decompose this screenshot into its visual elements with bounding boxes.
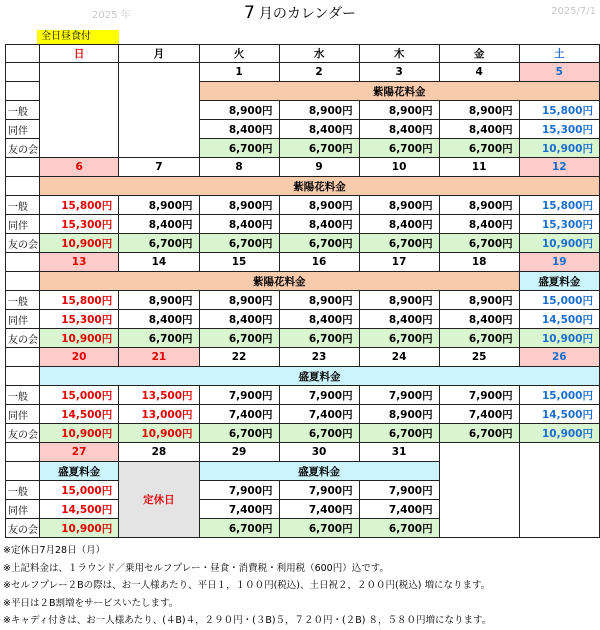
price-cell: 6,700円 [439,424,519,443]
day-number: 11 [439,158,519,177]
week-4-general-row [6,386,600,405]
empty-cell [519,443,599,538]
week-3-day-row [6,253,600,272]
price-cell: 7,900円 [359,481,439,500]
label-spacer [6,367,40,386]
day-number: 29 [199,443,279,462]
label-spacer [6,253,40,272]
weekday-header-row [6,45,600,63]
price-cell: 8,400円 [359,215,439,234]
day-number: 23 [279,348,359,367]
price-cell: 15,300円 [39,310,118,329]
day-number: 7 [119,158,199,177]
label-spacer [6,462,40,481]
week-2-day-row [6,158,600,177]
price-cell: 8,900円 [279,196,359,215]
price-cell: 15,800円 [39,291,118,310]
calendar-table [5,44,600,538]
price-cell: 7,900円 [279,481,359,500]
day-number: 18 [439,253,519,272]
price-cell: 14,500円 [39,405,118,424]
price-cell: 8,400円 [199,310,279,329]
price-cell: 8,400円 [199,120,279,139]
day-number: 28 [119,443,199,462]
week-4-plan-row [6,367,600,386]
day-cell [39,63,118,158]
week-1-day-row [6,63,600,82]
price-cell: 6,700円 [279,519,359,538]
price-cell: 15,800円 [39,196,118,215]
row-label-general: 一般 [6,481,40,500]
row-label-companion: 同伴 [6,310,40,329]
price-cell: 10,900円 [119,424,199,443]
price-cell: 6,700円 [199,234,279,253]
week-2-companion-row [6,215,600,234]
day-number: 12 [519,158,599,177]
plan-band-seika: 盛夏料金 [519,272,599,291]
week-4-companion-row [6,405,600,424]
price-cell: 7,400円 [439,405,519,424]
price-cell: 10,900円 [519,234,599,253]
day-number: 19 [519,253,599,272]
day-number: 21 [119,348,199,367]
price-cell: 10,900円 [519,424,599,443]
row-label-member: 友の会 [6,519,40,538]
day-number: 16 [279,253,359,272]
day-number: 9 [279,158,359,177]
note-line: ※セルフプレー２Bの際は、お一人様あたり、平日１，１００円(税込)、土日祝２，２００円(税込) 増になります。 [3,580,491,591]
price-cell: 8,900円 [439,196,519,215]
plan-band-ajisai: 紫陽花料金 [199,82,599,101]
week-4-member-row [6,424,600,443]
plan-band-ajisai: 紫陽花料金 [39,177,599,196]
price-cell: 6,700円 [439,329,519,348]
price-cell: 7,400円 [279,405,359,424]
price-cell: 6,700円 [199,519,279,538]
price-cell: 8,400円 [359,120,439,139]
price-cell: 15,000円 [39,481,118,500]
price-cell: 8,900円 [359,196,439,215]
price-cell: 15,300円 [519,120,599,139]
header-year: 2025 年 [92,10,131,21]
month-number: 7 [244,3,255,23]
price-cell: 8,900円 [199,196,279,215]
price-cell: 6,700円 [119,329,199,348]
price-cell: 8,900円 [119,291,199,310]
price-cell: 10,900円 [519,139,599,158]
weekday-mon: 月 [119,45,199,63]
day-number: 27 [39,443,118,462]
price-cell: 8,400円 [279,120,359,139]
weekday-wed: 水 [279,45,359,63]
row-label-member: 友の会 [6,424,40,443]
day-number: 20 [39,348,118,367]
price-cell: 15,300円 [519,215,599,234]
price-cell: 8,900円 [199,101,279,120]
price-cell: 15,800円 [519,196,599,215]
price-cell: 10,900円 [39,519,118,538]
price-cell: 8,900円 [439,291,519,310]
price-cell: 8,900円 [279,291,359,310]
price-cell: 14,500円 [519,405,599,424]
title-text: 月のカレンダー [258,6,356,22]
row-label-general: 一般 [6,291,40,310]
day-number: 13 [39,253,118,272]
price-cell: 10,900円 [39,329,118,348]
label-spacer [6,63,40,82]
plan-band-seika: 盛夏料金 [39,367,599,386]
closed-day-cell: 定休日 [119,462,199,538]
note-line: ※平日は２B割増をサービスいたします。 [3,597,179,609]
day-number: 1 [199,63,279,82]
price-cell: 14,500円 [39,500,118,519]
note-line: ※定休日7月28日（月） [3,545,106,556]
price-cell: 13,000円 [119,405,199,424]
price-cell: 6,700円 [439,139,519,158]
note-line: ※キャディ付きは、お一人様あたり、(４B)４，２９０円・(３B)５，７２０円・(２B) ８，５８０円増になります。 [3,615,492,626]
price-cell: 10,900円 [519,329,599,348]
price-cell: 8,400円 [439,310,519,329]
day-number: 10 [359,158,439,177]
price-cell: 7,400円 [199,405,279,424]
price-cell: 6,700円 [359,519,439,538]
price-cell: 7,900円 [199,386,279,405]
day-number: 8 [199,158,279,177]
week-5-day-row [6,443,600,462]
note-line: ※上記料金は、１ラウンド／乗用セルフプレー・昼食・消費税・利用税（600円）込です。 [3,562,389,574]
week-3-companion-row [6,310,600,329]
day-number: 14 [119,253,199,272]
row-label-companion: 同伴 [6,120,40,139]
page-title [0,3,600,23]
price-cell: 8,400円 [279,215,359,234]
price-cell: 6,700円 [199,139,279,158]
price-cell: 10,900円 [39,424,118,443]
row-label-general: 一般 [6,386,40,405]
label-spacer [6,158,40,177]
price-cell: 13,500円 [119,386,199,405]
price-cell: 8,900円 [119,196,199,215]
price-cell: 7,400円 [199,500,279,519]
day-number: 15 [199,253,279,272]
empty-cell [439,443,519,538]
weekday-sun: 日 [39,45,118,63]
price-cell: 8,400円 [439,215,519,234]
plan-band-ajisai: 紫陽花料金 [39,272,519,291]
price-cell: 8,400円 [279,310,359,329]
price-cell: 7,900円 [279,386,359,405]
notes [3,542,491,630]
plan-band-seika: 盛夏料金 [39,462,118,481]
price-cell: 7,400円 [279,500,359,519]
price-cell: 6,700円 [119,234,199,253]
price-cell: 6,700円 [359,234,439,253]
price-cell: 7,900円 [439,386,519,405]
price-cell: 6,700円 [279,424,359,443]
price-cell: 6,700円 [279,234,359,253]
day-number: 4 [439,63,519,82]
price-cell: 10,900円 [39,234,118,253]
label-spacer [6,272,40,291]
row-label-member: 友の会 [6,234,40,253]
price-cell: 8,400円 [359,310,439,329]
price-cell: 7,900円 [199,481,279,500]
label-spacer [6,82,40,101]
price-cell: 15,800円 [519,101,599,120]
price-cell: 15,000円 [519,291,599,310]
row-label-general: 一般 [6,101,40,120]
week-2-plan-row [6,177,600,196]
row-label-companion: 同伴 [6,405,40,424]
row-label-member: 友の会 [6,329,40,348]
price-cell: 8,900円 [199,291,279,310]
price-cell: 8,400円 [119,310,199,329]
weekday-thu: 木 [359,45,439,63]
week-3-general-row [6,291,600,310]
weekday-sat: 土 [519,45,599,63]
week-2-member-row [6,234,600,253]
day-number: 2 [279,63,359,82]
label-spacer [6,348,40,367]
row-label-general: 一般 [6,196,40,215]
price-cell: 6,700円 [199,424,279,443]
allday-lunch-label: 全日昼食付 [37,30,119,44]
row-label-companion: 同伴 [6,500,40,519]
price-cell: 15,000円 [39,386,118,405]
weekday-tue: 火 [199,45,279,63]
price-cell: 8,900円 [279,101,359,120]
day-number: 17 [359,253,439,272]
price-cell: 6,700円 [279,329,359,348]
price-cell: 8,400円 [199,215,279,234]
week-2-general-row [6,196,600,215]
price-cell: 6,700円 [359,329,439,348]
price-cell: 6,700円 [439,234,519,253]
row-label-companion: 同伴 [6,215,40,234]
plan-band-seika: 盛夏料金 [199,462,439,481]
price-cell: 15,000円 [519,386,599,405]
day-number: 22 [199,348,279,367]
day-number: 26 [519,348,599,367]
price-cell: 6,700円 [359,139,439,158]
day-number: 31 [359,443,439,462]
price-cell: 6,700円 [199,329,279,348]
price-cell: 6,700円 [279,139,359,158]
price-cell: 8,900円 [359,405,439,424]
weekday-fri: 金 [439,45,519,63]
header-date: 2025/7/1 [551,6,596,17]
day-number: 3 [359,63,439,82]
week-3-plan-row [6,272,600,291]
label-spacer [6,177,40,196]
price-cell: 8,400円 [439,120,519,139]
day-number: 24 [359,348,439,367]
price-cell: 6,700円 [359,424,439,443]
row-label-member: 友の会 [6,139,40,158]
day-number: 30 [279,443,359,462]
day-number: 5 [519,63,599,82]
day-number: 25 [439,348,519,367]
price-cell: 7,900円 [359,386,439,405]
week-3-member-row [6,329,600,348]
price-cell: 8,900円 [439,101,519,120]
day-number: 6 [39,158,118,177]
label-spacer [6,443,40,462]
price-cell: 8,900円 [359,291,439,310]
price-cell: 7,400円 [359,500,439,519]
price-cell: 15,300円 [39,215,118,234]
price-cell: 14,500円 [519,310,599,329]
day-cell [119,63,199,158]
price-cell: 8,400円 [119,215,199,234]
week-4-day-row [6,348,600,367]
price-cell: 8,900円 [359,101,439,120]
corner-cell [6,45,40,63]
